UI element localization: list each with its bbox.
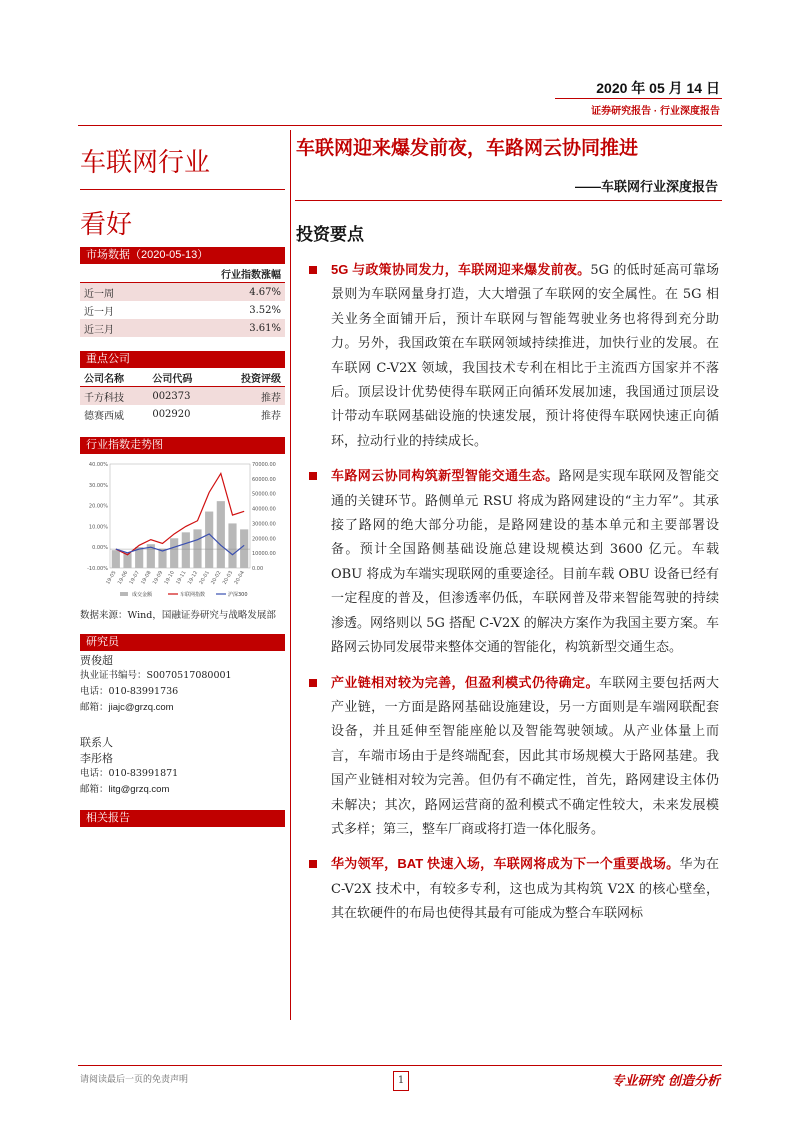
related-reports-title: 相关报告: [80, 810, 285, 827]
chart-source: 数据来源：Wind，国融证券研究与战略发展部: [80, 610, 276, 621]
report-type: 证券研究报告 · 行业深度报告: [591, 106, 720, 117]
legend-label: 车联网指数: [180, 592, 206, 598]
y-tick-right: 0.00: [252, 566, 264, 572]
contact-name: 李彤格: [80, 752, 113, 765]
y-tick-right: 70000.00: [252, 462, 276, 468]
index-trend-chart: [80, 456, 285, 606]
x-tick: 20-04: [233, 570, 246, 586]
left-sidebar: [80, 130, 285, 827]
analyst-phone: 电话：010-83991736: [80, 686, 179, 697]
y-tick-left: -10.00%: [87, 566, 108, 572]
y-tick-left: 30.00%: [88, 482, 108, 489]
x-tick: 19-08: [140, 570, 153, 586]
y-tick-left: 10.00%: [88, 524, 108, 531]
x-tick: 19-12: [186, 570, 200, 586]
x-tick: 19-07: [128, 570, 141, 586]
investment-points-heading: 投资要点: [296, 225, 364, 244]
footer-disclaimer[interactable]: 请阅读最后一页的免责声明: [80, 1074, 189, 1084]
contact-label: 联系人: [80, 736, 113, 749]
volume-bar: [193, 529, 201, 568]
y-tick-left: 0.00%: [92, 545, 108, 552]
analyst-title: 研究员: [80, 634, 285, 651]
bullet-square-icon: [309, 472, 317, 480]
analyst-email[interactable]: 邮箱：jiajc@grzq.com: [80, 702, 174, 713]
contact-email[interactable]: 邮箱：litg@grzq.com: [80, 784, 170, 795]
market-col-header: 行业指数涨幅: [153, 264, 285, 283]
list-item: 产业链相对较为完善，但盈利模式仍待确定。车联网主要包括两大产业链，一方面是路网基础设施建设，另一方面则是车端网联配套设备，并且延伸至智能座舱以及智能驾驶领域。从产业体量上而言，车端市场由于是终端配套，因此其市场规模大于路网基建。我国产业链相对较为完善。但仍有不确定性，首先，路网建设主体仍未解决；其次，路网运营商的盈利模式不确定性较大，未来发展模式多样；第三，整车厂商或将打造一体化服务。: [309, 671, 719, 843]
analyst-name: 贾俊超: [80, 654, 113, 667]
market-data-title: 市场数据（2020-05-13）: [80, 247, 285, 264]
y-tick-right: 50000.00: [252, 491, 276, 498]
table-row: 近三月 3.61%: [80, 319, 285, 337]
table-row: 千方科技 002373 推荐: [80, 387, 285, 406]
column-separator: [290, 130, 291, 1020]
index-chart-title: 行业指数走势图: [80, 437, 285, 454]
header-divider: [78, 125, 722, 126]
x-tick: 19-11: [175, 570, 188, 586]
header-rule: [555, 98, 722, 99]
x-tick: 20-03: [221, 570, 235, 586]
x-tick: 20-01: [198, 570, 211, 586]
report-title: 车联网迎来爆发前夜，车路网云协同推进: [296, 138, 639, 159]
key-companies-table: 公司名称 公司代码 投资评级 千方科技 002373 推荐 德赛西威 002920 推荐: [80, 368, 285, 423]
table-row: 近一月 3.52%: [84, 304, 281, 318]
y-tick-right: 30000.00: [252, 521, 276, 528]
footer-rule: [78, 1065, 722, 1066]
legend-swatch: [120, 592, 128, 596]
market-data-table: [80, 264, 285, 337]
legend-label: 沪深300: [228, 592, 248, 598]
bullet-square-icon: [309, 860, 317, 868]
y-tick-left: 40.00%: [88, 462, 108, 468]
bullet-square-icon: [309, 679, 317, 687]
page-number: 1: [393, 1071, 409, 1091]
investment-points: [309, 258, 719, 937]
contact-phone: 电话：010-83991871: [80, 768, 179, 779]
key-companies-title: 重点公司: [80, 351, 285, 368]
y-tick-right: 40000.00: [252, 506, 276, 513]
table-row: 德赛西威 002920 推荐: [84, 408, 281, 422]
y-tick-right: 20000.00: [252, 536, 276, 543]
volume-bar: [228, 523, 236, 568]
y-tick-right: 60000.00: [252, 476, 276, 483]
x-tick: 19-10: [163, 570, 176, 586]
x-tick: 19-09: [151, 570, 165, 586]
list-item: 5G 与政策协同发力，车联网迎来爆发前夜。5G 的低时延高可靠场景则为车联网量身打造，大大增强了车联网的安全属性。在 5G 相关业务全面铺开后，预计车联网与智能驾驶业务也将得到充分助力。另外，我国政策在车联网领域持续推进，加快行业的发展。在车联网 C-V2X 领域，我国技术专利在相比于主流西方国家并不落后。顶层设计优势使得车联网正向循环发展加速，我国通过顶层设计带动车联网基础设施的快速发展，预计将使得车联网快速正向循环，拉动行业的持续成长。: [309, 258, 719, 454]
x-tick: 20-02: [210, 570, 223, 586]
report-subtitle: ——车联网行业深度报告: [574, 179, 718, 194]
analyst-cert: 执业证书编号：S0070517080001: [80, 670, 232, 681]
title-rule: [295, 200, 722, 201]
table-row: 近一周 4.67%: [80, 283, 285, 302]
volume-bar: [112, 550, 120, 568]
report-date: 2020 年 05 月 14 日: [596, 80, 720, 96]
volume-bar: [240, 529, 248, 568]
y-tick-left: 20.00%: [88, 503, 108, 510]
y-tick-right: 10000.00: [252, 551, 276, 558]
industry-rating: 看好: [80, 209, 133, 239]
x-tick: 19-05: [105, 570, 118, 586]
bullet-square-icon: [309, 266, 317, 274]
volume-bar: [217, 501, 225, 568]
industry-name: 车联网行业: [80, 147, 211, 177]
list-item: 车路网云协同构筑新型智能交通生态。路网是实现车联网及智能交通的关键环节。路侧单元 RSU 将成为路网建设的“主力军”。其承接了路网的绝大部分功能，是路网建设的基本单元和主要部署设备。预计全国路侧基础设施总建设规模达到 3600 亿元。车载 OBU 将成为车端实现联网的重要途径。目前车载 OBU 设备已经有一定程度的普及，但渗透率仍低，车联网普及带来智能驾驶的持续渗透。网络则以 5G 搭配 C-V2X 的解决方案作为我国主要方案。车路网云协同发展带来整体交通的智能化，构筑新型交通生态。: [309, 464, 719, 660]
footer-slogan: 专业研究 创造分析: [611, 1074, 720, 1089]
volume-bar: [205, 512, 213, 568]
x-tick: 19-06: [116, 570, 130, 586]
volume-bar: [182, 532, 190, 568]
volume-bar: [170, 538, 178, 568]
list-item: 华为领军，BAT 快速入场，车联网将成为下一个重要战场。华为在 C-V2X 技术中，有较多专利，这也成为其构筑 V2X 的核心壁垒，其在软硬件的布局也使得其最有可能成为整合车联网标: [309, 852, 719, 926]
legend-label: 成交金额: [132, 592, 153, 598]
